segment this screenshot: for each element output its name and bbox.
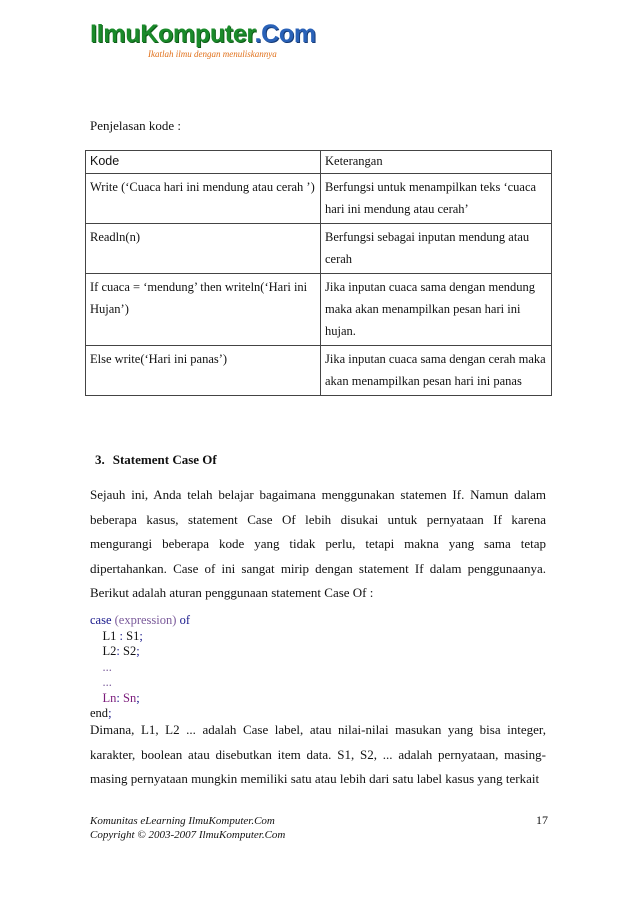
table-cell-kode: If cuaca = ‘mendung’ then writeln(‘Hari ini Hujan’) xyxy=(86,274,321,346)
section-title: Statement Case Of xyxy=(112,452,217,467)
column-header-kode: Kode xyxy=(86,151,321,174)
page-footer xyxy=(90,814,285,842)
code-line: L1 : S1; xyxy=(102,628,143,643)
body-paragraph: Sejauh ini, Anda telah belajar bagaimana menggunakan statemen If. Namun dalam beberapa kasus, statement Case Of lebih disukai untuk pernyataan If karena mengurangi beberapa kode yang tidak perlu, tetapi makna yang sama tetap dipertahankan. Case of ini sangat mirip dengan statement If dalam penggunaanya. Berikut adalah aturan penggunaan statement Case Of : xyxy=(90,487,546,600)
code-explanation-table xyxy=(85,150,552,396)
section-number: 3. xyxy=(95,452,105,467)
table-cell-kode: Else write(‘Hari ini panas’) xyxy=(86,346,321,396)
code-line: ... xyxy=(102,659,112,674)
table-row xyxy=(86,224,552,274)
table-cell-kode: Write (‘Cuaca hari ini mendung atau cerah ’) xyxy=(86,174,321,224)
logo-wordmark: IlmuKomputer.Com xyxy=(90,20,316,48)
code-line: end; xyxy=(90,706,112,720)
footer-line: Komunitas eLearning IlmuKomputer.Com xyxy=(90,815,275,827)
logo-tagline: Ikatlah ilmu dengan menuliskannya xyxy=(148,49,277,59)
page-number: 17 xyxy=(536,813,548,827)
table-row xyxy=(86,274,552,346)
code-line: ... xyxy=(102,675,112,689)
table-header-row xyxy=(86,151,552,174)
table-cell-kode: Readln(n) xyxy=(86,224,321,274)
table-heading: Penjelasan kode : xyxy=(90,118,181,133)
table-row xyxy=(86,346,552,396)
table-cell-keterangan: Jika inputan cuaca sama dengan mendung maka akan menampilkan pesan hari ini hujan. xyxy=(321,274,552,346)
site-logo xyxy=(90,20,316,59)
table-cell-keterangan: Jika inputan cuaca sama dengan cerah maka akan menampilkan pesan hari ini panas xyxy=(321,346,552,396)
body-paragraph: Dimana, L1, L2 ... adalah Case label, atau nilai-nilai masukan yang bisa integer, karakter, boolean atau disebutkan item data. S1, S2, ... adalah pernyataan, masing-masing pernyataan mungkin memiliki satu atau lebih dari satu label kasus yang terkait xyxy=(90,722,546,786)
table-cell-keterangan: Berfungsi untuk menampilkan teks ‘cuaca hari ini mendung atau cerah’ xyxy=(321,174,552,224)
section-heading xyxy=(95,452,217,468)
column-header-keterangan: Keterangan xyxy=(321,151,552,174)
code-line: case (expression) of xyxy=(90,613,190,627)
footer-line: Copyright © 2003-2007 IlmuKomputer.Com xyxy=(90,829,286,841)
table-row xyxy=(86,174,552,224)
code-line: Ln: Sn; xyxy=(102,690,140,705)
table-cell-keterangan: Berfungsi sebagai inputan mendung atau cerah xyxy=(321,224,552,274)
code-block xyxy=(90,613,190,722)
code-line: L2: S2; xyxy=(102,644,140,658)
